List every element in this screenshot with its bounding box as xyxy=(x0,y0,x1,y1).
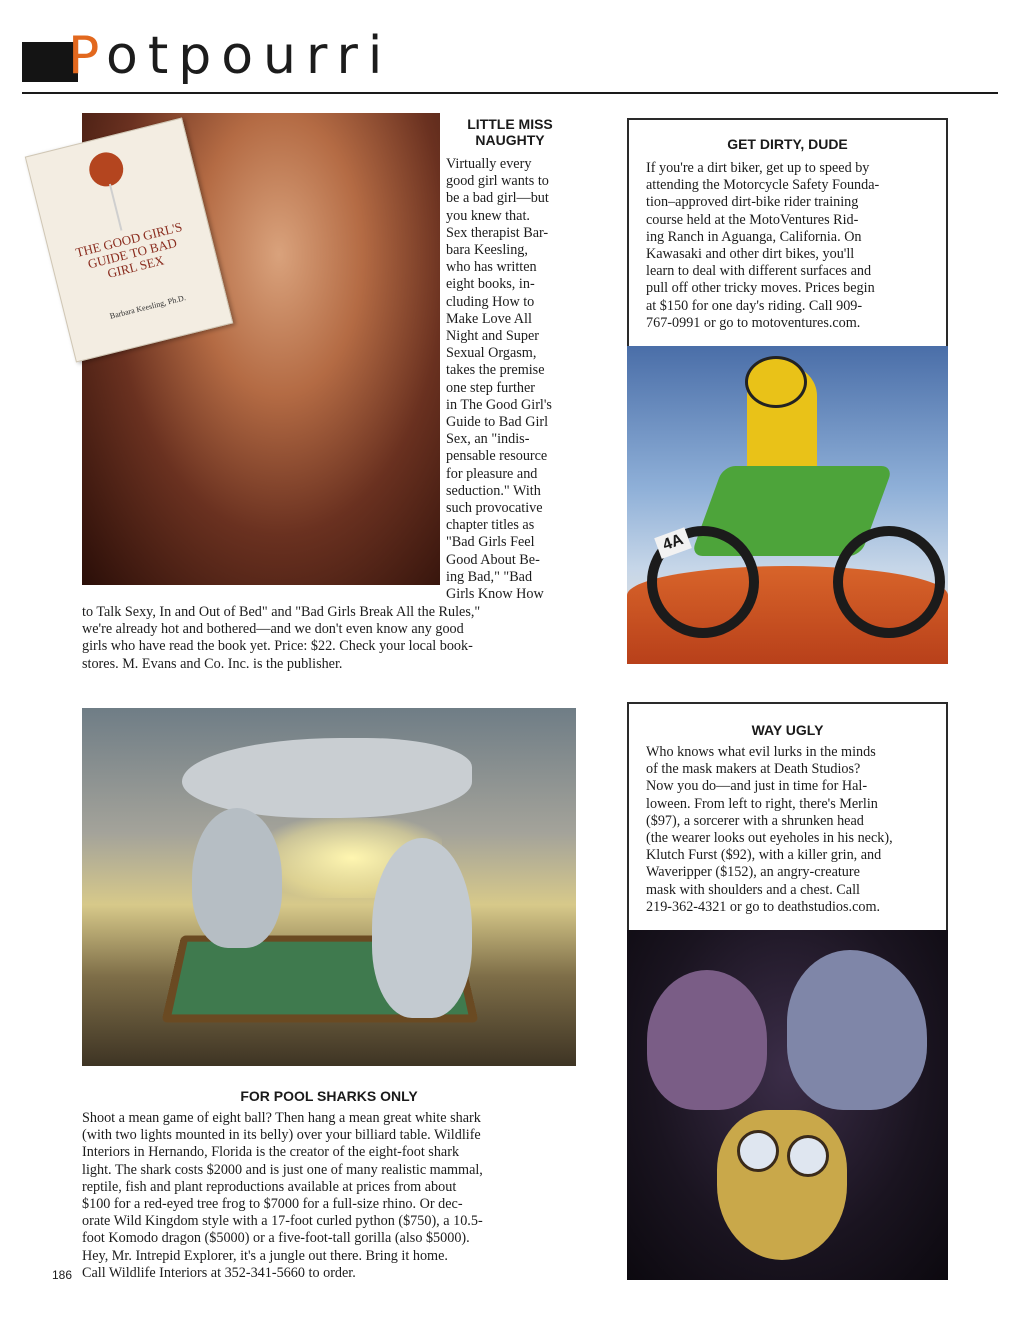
naughty-text-line: Girls Know How xyxy=(446,586,544,603)
naughty-text-line: seduction." With xyxy=(446,482,541,499)
naughty-text-line: pensable resource xyxy=(446,448,548,465)
sharks-text-line: Hey, Mr. Intrepid Explorer, it's a jungle out there. Bring it home. xyxy=(82,1247,448,1264)
naughty-text-line: be a bad girl—but xyxy=(446,190,549,207)
naughty-text-line: cluding How to xyxy=(446,293,535,310)
book-title: THE GOOD GIRL'S GUIDE TO BAD GIRL SEX xyxy=(74,219,184,281)
sharks-text-line: $100 for a red-eyed tree frog to $7000 for a full-size rhino. Or dec- xyxy=(82,1196,463,1213)
naughty-text-line: to Talk Sexy, In and Out of Bed" and "Bad Girls Break All the Rules," xyxy=(82,604,481,620)
dirty-text-line: Kawasaki and other dirt bikes, you'll xyxy=(646,246,855,263)
mask-klutch-furst xyxy=(717,1110,847,1260)
dirty-text-line: pull off other tricky moves. Prices begin xyxy=(646,280,875,297)
ugly-text-line: Now you do—and just in time for Hal- xyxy=(646,778,868,795)
dirty-heading: GET DIRTY, DUDE xyxy=(727,136,848,152)
mask-eye-right xyxy=(787,1135,829,1177)
naughty-text-line: takes the premise xyxy=(446,362,545,379)
naughty-text-line: good girl wants to xyxy=(446,173,549,190)
dirty-text-line: 767-0991 or go to motoventures.com. xyxy=(646,314,861,331)
naughty-column-text xyxy=(446,156,576,603)
ugly-text-line: Who knows what evil lurks in the minds xyxy=(646,744,876,760)
hanging-shark xyxy=(182,738,472,818)
naughty-text-line: we're already hot and bothered—and we don't even know any good xyxy=(82,621,464,638)
naughty-text-line: girls who have read the book yet. Price: $22. Check your local book- xyxy=(82,638,473,655)
header-rule xyxy=(22,92,998,94)
ugly-text-line: (the wearer looks out eyeholes in his neck), xyxy=(646,830,893,847)
naughty-heading-line1: LITTLE MISS xyxy=(467,116,553,132)
naughty-text-line: chapter titles as xyxy=(446,517,535,534)
naughty-heading-line2: NAUGHTY xyxy=(475,132,545,148)
naughty-text-line: Sexual Orgasm, xyxy=(446,345,537,362)
sharks-text-line: (with two lights mounted in its belly) over your billiard table. Wildlife xyxy=(82,1127,481,1144)
dirty-text-line: ing Ranch in Aguanga, California. On xyxy=(646,228,862,245)
sharks-text-line: foot Komodo dragon ($5000) or a five-foot-tall gorilla (also $5000). xyxy=(82,1230,470,1247)
naughty-text-line: Night and Super xyxy=(446,328,539,345)
mask-eye-left xyxy=(737,1130,779,1172)
naughty-text-line: you knew that. xyxy=(446,207,530,224)
number-plate: 4A xyxy=(654,527,692,559)
naughty-text-line: Make Love All xyxy=(446,310,532,327)
naughty-text-line: in The Good Girl's xyxy=(446,396,552,413)
ugly-text-line: of the mask makers at Death Studios? xyxy=(646,761,861,778)
sharks-text-line: light. The shark costs $2000 and is just one of many realistic mammal, xyxy=(82,1161,483,1178)
dirty-text-line: at $150 for one day's riding. Call 909- xyxy=(646,297,863,314)
naughty-text-line: Sex, an "indis- xyxy=(446,431,530,448)
dirty-text-line: tion–approved dirt-bike rider training xyxy=(646,194,859,211)
sharks-text-line: Shoot a mean game of eight ball? Then hang a mean great white shark xyxy=(82,1110,481,1126)
naughty-text-line: stores. M. Evans and Co. Inc. is the publisher. xyxy=(82,655,343,672)
sharks-text-line: Call Wildlife Interiors at 352-341-5660 to order. xyxy=(82,1264,356,1281)
mask-merlin xyxy=(647,970,767,1110)
sharks-text-line: orate Wild Kingdom style with a 17-foot curled python ($750), a 10.5- xyxy=(82,1213,483,1230)
shark-right-player xyxy=(372,838,472,1018)
naughty-text-line: Guide to Bad Girl xyxy=(446,414,549,431)
mask-waveripper xyxy=(787,950,927,1110)
motorcycle-illustration xyxy=(627,346,948,664)
rear-wheel xyxy=(833,526,945,638)
ugly-text-line: loween. From left to right, there's Merlin xyxy=(646,795,878,812)
dirty-text-line: course held at the MotoVentures Rid- xyxy=(646,211,859,228)
sharks-body-text xyxy=(82,1110,582,1282)
shark-left-player xyxy=(192,808,282,948)
naughty-text-line: such provocative xyxy=(446,500,543,517)
page-number: 186 xyxy=(52,1268,73,1282)
lollipop-stick xyxy=(109,184,123,231)
naughty-heading xyxy=(448,116,572,148)
header-title: otpourri xyxy=(106,26,393,86)
sharks-text-line: reptile, fish and plant reproductions available at prices from about xyxy=(82,1178,457,1195)
masks-photo xyxy=(627,930,948,1280)
ugly-text-line: ($97), a sorcerer with a shrunken head xyxy=(646,812,864,829)
dirty-text-line: learn to deal with different surfaces and xyxy=(646,263,872,280)
naughty-wide-text xyxy=(82,604,582,673)
ugly-text-line: mask with shoulders and a chest. Call xyxy=(646,881,860,898)
ugly-body-text xyxy=(646,744,938,916)
lollipop-graphic xyxy=(86,149,127,190)
helmet xyxy=(745,356,807,408)
sharks-text-line: Interiors in Hernando, Florida is the creator of the eight-foot shark xyxy=(82,1144,460,1161)
shark-illustration xyxy=(82,708,576,1066)
naughty-text-line: Sex therapist Bar- xyxy=(446,224,549,241)
naughty-text-line: Virtually every xyxy=(446,156,532,172)
book-author: Barbara Keesling, Ph.D. xyxy=(108,293,187,321)
naughty-text-line: ing Bad," "Bad xyxy=(446,568,533,585)
naughty-text-line: "Bad Girls Feel xyxy=(446,534,535,551)
naughty-text-line: who has written xyxy=(446,259,537,276)
ugly-text-line: Klutch Furst ($92), with a killer grin, and xyxy=(646,847,882,864)
ugly-text-line: 219-362-4321 or go to deathstudios.com. xyxy=(646,898,881,915)
sharks-heading: FOR POOL SHARKS ONLY xyxy=(240,1088,418,1104)
naughty-text-line: for pleasure and xyxy=(446,465,538,482)
ugly-heading: WAY UGLY xyxy=(751,722,824,738)
ugly-text-line: Waveripper ($152), an angry-creature xyxy=(646,864,860,881)
dirty-text-line: attending the Motorcycle Safety Founda- xyxy=(646,177,880,194)
naughty-text-line: one step further xyxy=(446,379,536,396)
naughty-text-line: eight books, in- xyxy=(446,276,535,293)
dirty-text-line: If you're a dirt biker, get up to speed by xyxy=(646,160,870,176)
dirty-body-text xyxy=(646,160,936,332)
naughty-text-line: bara Keesling, xyxy=(446,242,528,259)
naughty-text-line: Good About Be- xyxy=(446,551,540,568)
header-title-initial: P xyxy=(68,26,100,86)
